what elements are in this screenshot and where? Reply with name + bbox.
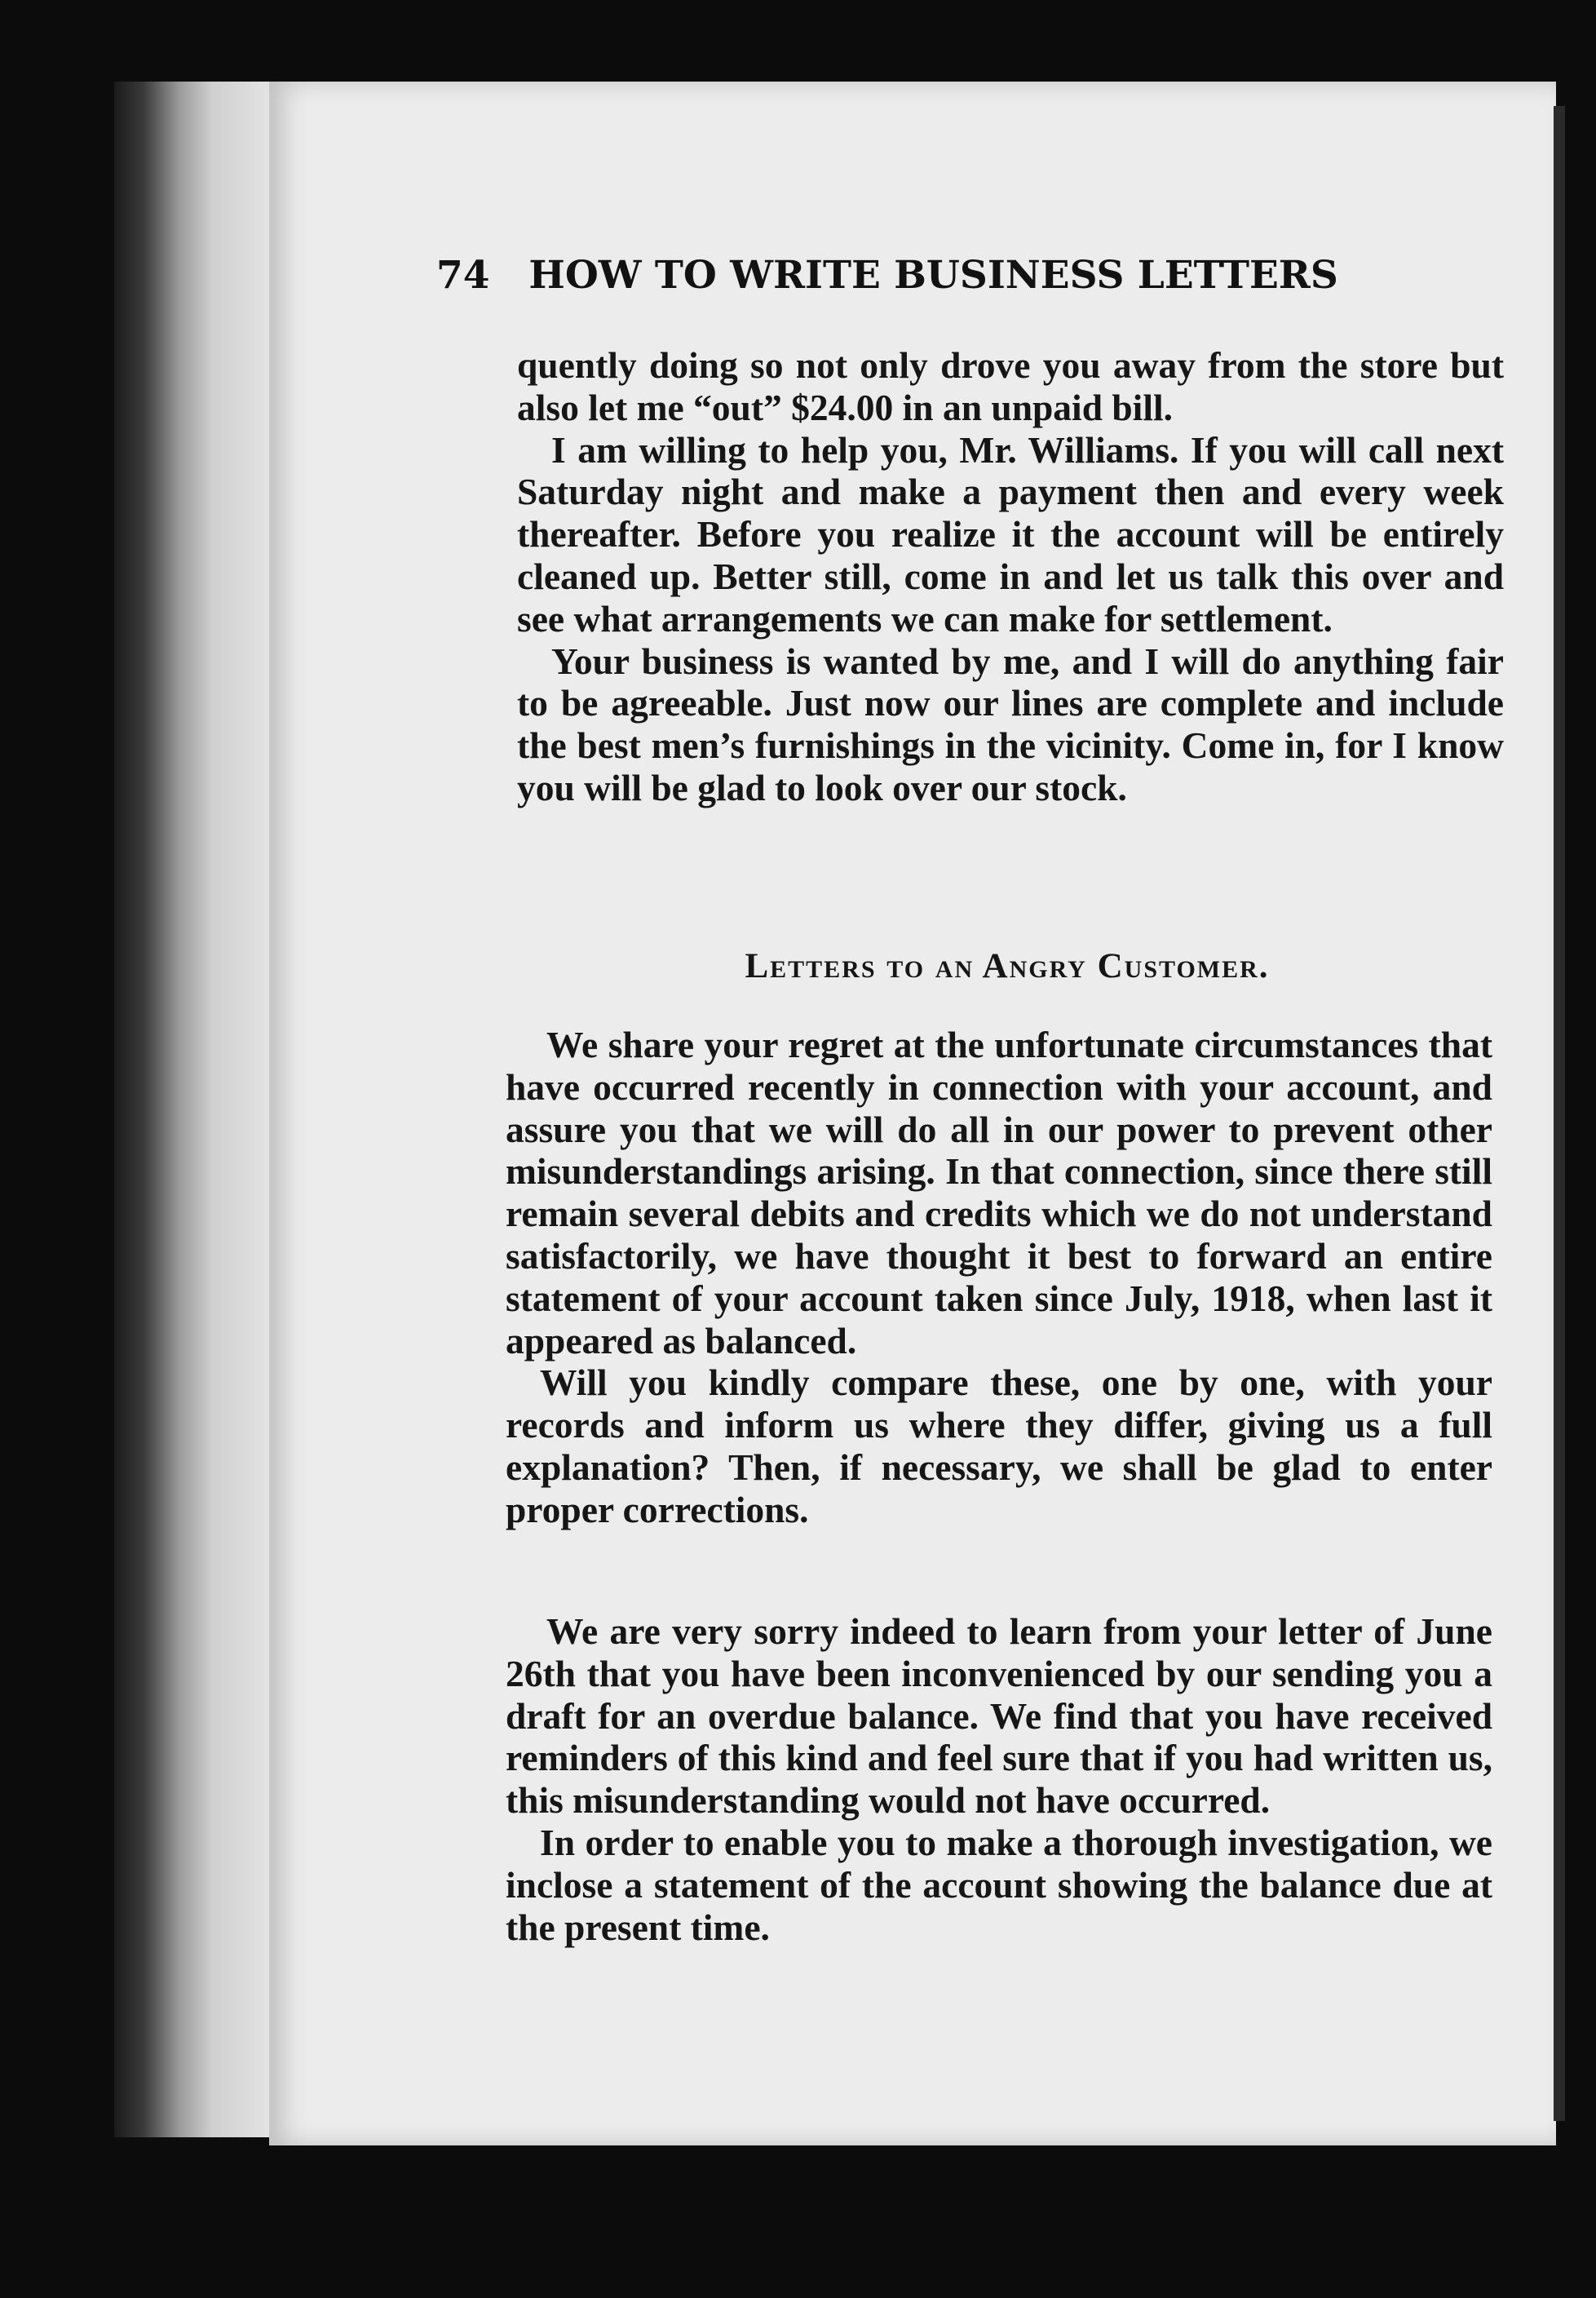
- paragraph: quently doing so not only drove you away from the store but also let me “out” $24.00 in an unpaid bill.: [517, 344, 1504, 428]
- letter-two: [506, 1610, 1492, 1948]
- paragraph: I am willing to help you, Mr. Williams. If you will call next Saturday night and make a payment then and every week thereafter. Before you realize it the account will be entirely cleaned up. Better still, come in and let us talk this over and see what arrangements we can make for settlement.: [517, 428, 1504, 640]
- book-spine: [114, 82, 277, 2137]
- page-number: 74: [436, 253, 490, 298]
- running-header: [436, 253, 1407, 298]
- paragraph: Will you kindly compare these, one by one, with your records and inform us where they differ, giving us a full explanation? Then, if necessary, we shall be glad to enter proper corrections.: [506, 1362, 1492, 1530]
- section-heading: Letters to an Angry Customer.: [745, 947, 1270, 985]
- paragraph: We are very sorry indeed to learn from your letter of June 26th that you have been inconvenienced by our sending you a draft for an overdue balance. We find that you have received reminders of this kind and feel sure that if you had written us, this misunderstanding would not have occurred.: [506, 1610, 1492, 1822]
- paragraph: We share your regret at the unfortunate circumstances that have occurred recently in connection with your account, and assure you that we will do all in our power to prevent other misunderstandings arising. In that connection, since there still remain several debits and credits which we do not understand satisfactorily, we have thought it best to forward an entire statement of your account taken since July, 1918, when last it appeared as balanced.: [506, 1024, 1492, 1362]
- letter-one: [506, 1024, 1492, 1531]
- paragraph: In order to enable you to make a thorough investigation, we inclose a statement of the account showing the balance due at the present time.: [506, 1821, 1492, 1948]
- letter-continuation: [517, 344, 1504, 809]
- paragraph: Your business is wanted by me, and I will do anything fair to be agreeable. Just now our lines are complete and include the best men’s furnishings in the vicinity. Come in, for I know you will be glad to look over our stock.: [517, 640, 1504, 808]
- page-edge: [1554, 106, 1565, 2121]
- running-title: HOW TO WRITE BUSINESS LETTERS: [528, 253, 1338, 298]
